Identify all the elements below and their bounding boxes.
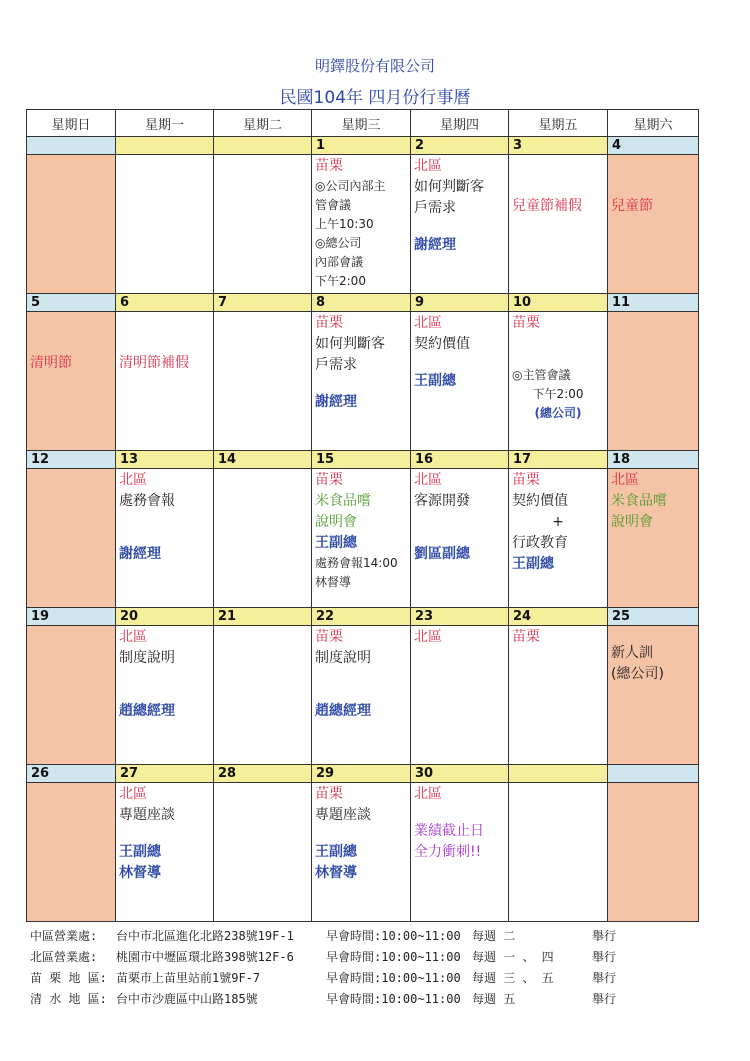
day-number: 4 (608, 137, 699, 155)
day-cell (214, 155, 312, 294)
day-number: 26 (27, 765, 116, 783)
weekday-header: 星期三 (312, 110, 411, 137)
day-number: 23 (411, 608, 509, 626)
day-cell (509, 626, 608, 765)
event-line: 林督導 (119, 865, 161, 881)
meeting-suffix: 舉行 (592, 950, 617, 964)
event-line: 苗栗 (512, 315, 540, 331)
day-cell (509, 155, 608, 294)
event-line: 王副總 (315, 535, 357, 551)
day-cell (214, 469, 312, 608)
spacer (315, 826, 407, 842)
spacer (414, 512, 505, 528)
event-line: 苗栗 (315, 158, 343, 174)
event-line: 王副總 (512, 556, 554, 572)
day-number: 27 (116, 765, 214, 783)
calendar-title: 民國104年 四月份行事曆 (279, 88, 471, 108)
day-cell (608, 469, 699, 608)
meeting-suffix: 舉行 (592, 971, 617, 985)
event-line: 如何判斷客 (414, 179, 484, 195)
day-number: 15 (312, 451, 411, 469)
day-number: 1 (312, 137, 411, 155)
event-line: 戶需求 (414, 200, 456, 216)
event-line: 謝經理 (119, 546, 161, 562)
meeting-time: 早會時間:10:00~11:00 (326, 971, 461, 985)
day-cell (509, 312, 608, 451)
day-cell (608, 626, 699, 765)
day-cell (411, 783, 509, 922)
spacer (414, 528, 505, 544)
event-line: 清明節 (30, 355, 72, 371)
event-line: 兒童節 (611, 198, 653, 214)
day-cell (411, 626, 509, 765)
day-number: 17 (509, 451, 608, 469)
event-line: 專題座談 (315, 807, 371, 823)
day-cell (214, 312, 312, 451)
day-number: 28 (214, 765, 312, 783)
day-number: 20 (116, 608, 214, 626)
weekday-header: 星期四 (411, 110, 509, 137)
event-line: 北區 (414, 158, 442, 174)
event-line: 苗栗 (512, 629, 540, 645)
day-number: 7 (214, 294, 312, 312)
event-line: 上午10:30 (315, 217, 374, 231)
day-cell (312, 783, 411, 922)
event-line: 北區 (611, 472, 639, 488)
day-number: 22 (312, 608, 411, 626)
event-line: 苗栗 (315, 786, 343, 802)
event-line: 專題座談 (119, 807, 175, 823)
week-number-row (27, 765, 699, 783)
day-number: 25 (608, 608, 699, 626)
event-line: 謝經理 (414, 237, 456, 253)
day-cell (411, 469, 509, 608)
event-line: 契約價值 (512, 493, 568, 509)
week-number-row (27, 608, 699, 626)
day-number: 10 (509, 294, 608, 312)
event-line: 趙總經理 (119, 703, 175, 719)
week-number-row (27, 137, 699, 155)
event-line: 苗栗 (315, 629, 343, 645)
weekday-header: 星期二 (214, 110, 312, 137)
day-cell (27, 783, 116, 922)
spacer (315, 376, 407, 392)
event-line: 王副總 (119, 844, 161, 860)
event-line: 說明會 (611, 514, 653, 530)
day-cell (27, 626, 116, 765)
calendar-table (26, 109, 699, 922)
office-name: 苗 栗 地 區: (30, 971, 107, 985)
weekday-header-row (27, 110, 699, 137)
office-line (30, 946, 730, 967)
day-number: 12 (27, 451, 116, 469)
week-events-row (27, 783, 699, 922)
spacer (119, 512, 210, 528)
company-name: 明鐸股份有限公司 (314, 57, 435, 75)
week-number-row (27, 451, 699, 469)
weekday-header: 星期六 (608, 110, 699, 137)
weekday-header: 星期一 (116, 110, 214, 137)
meeting-days: 每週 三 、 五 (472, 971, 554, 985)
event-line: 米食品嚐 (611, 493, 667, 509)
spacer (119, 528, 210, 544)
day-number: 11 (608, 294, 699, 312)
office-address: 台中市北區進化北路238號19F-1 (116, 929, 294, 943)
spacer (512, 334, 604, 350)
office-line (30, 925, 730, 946)
day-number: 5 (27, 294, 116, 312)
event-line: 林督導 (315, 575, 352, 589)
day-number: 3 (509, 137, 608, 155)
week-events-row (27, 469, 699, 608)
event-line: 管會議 (315, 198, 352, 212)
day-cell (411, 155, 509, 294)
day-cell (608, 312, 699, 451)
spacer (119, 826, 210, 842)
spacer (119, 685, 210, 701)
event-line: (總公司) (611, 666, 664, 682)
meeting-suffix: 舉行 (592, 929, 617, 943)
day-cell (312, 312, 411, 451)
week-number-row (27, 294, 699, 312)
day-number (27, 137, 116, 155)
meeting-time: 早會時間:10:00~11:00 (326, 929, 461, 943)
day-cell (608, 155, 699, 294)
day-number: 21 (214, 608, 312, 626)
event-line: 業績截止日 (414, 823, 484, 839)
event-line: 北區 (119, 786, 147, 802)
event-line: 契約價值 (414, 336, 470, 352)
event-line: 內部會議 (315, 255, 364, 269)
day-number (116, 137, 214, 155)
event-line: 北區 (414, 786, 442, 802)
event-line: 制度說明 (119, 650, 175, 666)
day-number: 9 (411, 294, 509, 312)
event-line: 下午2:00 (532, 387, 584, 401)
meeting-days: 每週 一 、 四 (472, 950, 554, 964)
meeting-time: 早會時間:10:00~11:00 (326, 992, 461, 1006)
day-number: 14 (214, 451, 312, 469)
event-line: 處務會報14:00 (315, 556, 398, 570)
day-number: 19 (27, 608, 116, 626)
day-cell (214, 783, 312, 922)
event-line: (總公司) (534, 406, 582, 420)
event-line: 北區 (414, 315, 442, 331)
spacer (414, 355, 505, 371)
day-cell (509, 783, 608, 922)
week-events-row (27, 626, 699, 765)
day-number: 30 (411, 765, 509, 783)
day-cell (116, 312, 214, 451)
event-line: 苗栗 (315, 315, 343, 331)
day-number: 29 (312, 765, 411, 783)
day-cell (214, 626, 312, 765)
day-cell (312, 469, 411, 608)
event-line: 劉區副總 (414, 546, 470, 562)
event-line: 米食品嚐 (315, 493, 371, 509)
day-number: 8 (312, 294, 411, 312)
day-cell (27, 312, 116, 451)
event-line: 清明節補假 (119, 355, 189, 371)
day-cell (312, 626, 411, 765)
day-number: 6 (116, 294, 214, 312)
office-name: 中區營業處: (30, 929, 98, 943)
office-name: 清 水 地 區: (30, 992, 107, 1006)
office-line (30, 967, 730, 988)
event-line: 戶需求 (315, 357, 357, 373)
spacer (414, 805, 505, 821)
event-line: 新人訓 (611, 645, 653, 661)
day-number (214, 137, 312, 155)
event-line: 王副總 (315, 844, 357, 860)
day-number (509, 765, 608, 783)
event-line: 北區 (119, 472, 147, 488)
day-cell (509, 469, 608, 608)
calendar-body (27, 137, 699, 922)
office-line (30, 988, 730, 1009)
day-cell (116, 626, 214, 765)
day-cell (608, 783, 699, 922)
spacer (315, 685, 407, 701)
day-cell (116, 155, 214, 294)
day-cell (27, 155, 116, 294)
office-address: 桃園市中壢區環北路398號12F-6 (116, 950, 294, 964)
meeting-days: 每週 二 (472, 929, 516, 943)
event-line: 下午2:00 (315, 274, 366, 288)
spacer (119, 669, 210, 685)
office-address: 台中市沙鹿區中山路185號 (116, 992, 258, 1006)
day-number: 16 (411, 451, 509, 469)
event-line: 如何判斷客 (315, 336, 385, 352)
meeting-time: 早會時間:10:00~11:00 (326, 950, 461, 964)
spacer (414, 219, 505, 235)
event-line: 北區 (414, 472, 442, 488)
spacer (315, 669, 407, 685)
office-info-footer (30, 925, 730, 1009)
event-line: 林督導 (315, 865, 357, 881)
event-line: 全力衝刺!! (414, 844, 482, 860)
event-line: 北區 (119, 629, 147, 645)
day-cell (116, 469, 214, 608)
event-line: ◎公司內部主 (315, 179, 386, 193)
day-cell (27, 469, 116, 608)
event-line: 制度說明 (315, 650, 371, 666)
weekday-header: 星期五 (509, 110, 608, 137)
event-line: 王副總 (414, 373, 456, 389)
event-line: 北區 (414, 629, 442, 645)
event-line: 謝經理 (315, 394, 357, 410)
week-events-row (27, 155, 699, 294)
day-cell (411, 312, 509, 451)
event-line: 處務會報 (119, 493, 175, 509)
event-line: ◎主管會議 (512, 368, 571, 382)
office-name: 北區營業處: (30, 950, 98, 964)
event-line: 行政教育 (512, 535, 568, 551)
day-number: 18 (608, 451, 699, 469)
day-cell (312, 155, 411, 294)
day-number: 2 (411, 137, 509, 155)
day-number (608, 765, 699, 783)
meeting-days: 每週 五 (472, 992, 516, 1006)
event-line: 客源開發 (414, 493, 470, 509)
event-line: ◎總公司 (315, 236, 362, 250)
week-events-row (27, 312, 699, 451)
event-line: 說明會 (315, 514, 357, 530)
meeting-suffix: 舉行 (592, 992, 617, 1006)
spacer (512, 350, 604, 366)
event-line: 苗栗 (512, 472, 540, 488)
event-line: + (552, 514, 564, 530)
spacer (611, 627, 695, 643)
day-number: 24 (509, 608, 608, 626)
event-line: 苗栗 (315, 472, 343, 488)
day-cell (116, 783, 214, 922)
event-line: 趙總經理 (315, 703, 371, 719)
event-line: 兒童節補假 (512, 198, 582, 214)
day-number: 13 (116, 451, 214, 469)
weekday-header: 星期日 (27, 110, 116, 137)
office-address: 苗栗市上苗里站前1號9F-7 (116, 971, 261, 985)
